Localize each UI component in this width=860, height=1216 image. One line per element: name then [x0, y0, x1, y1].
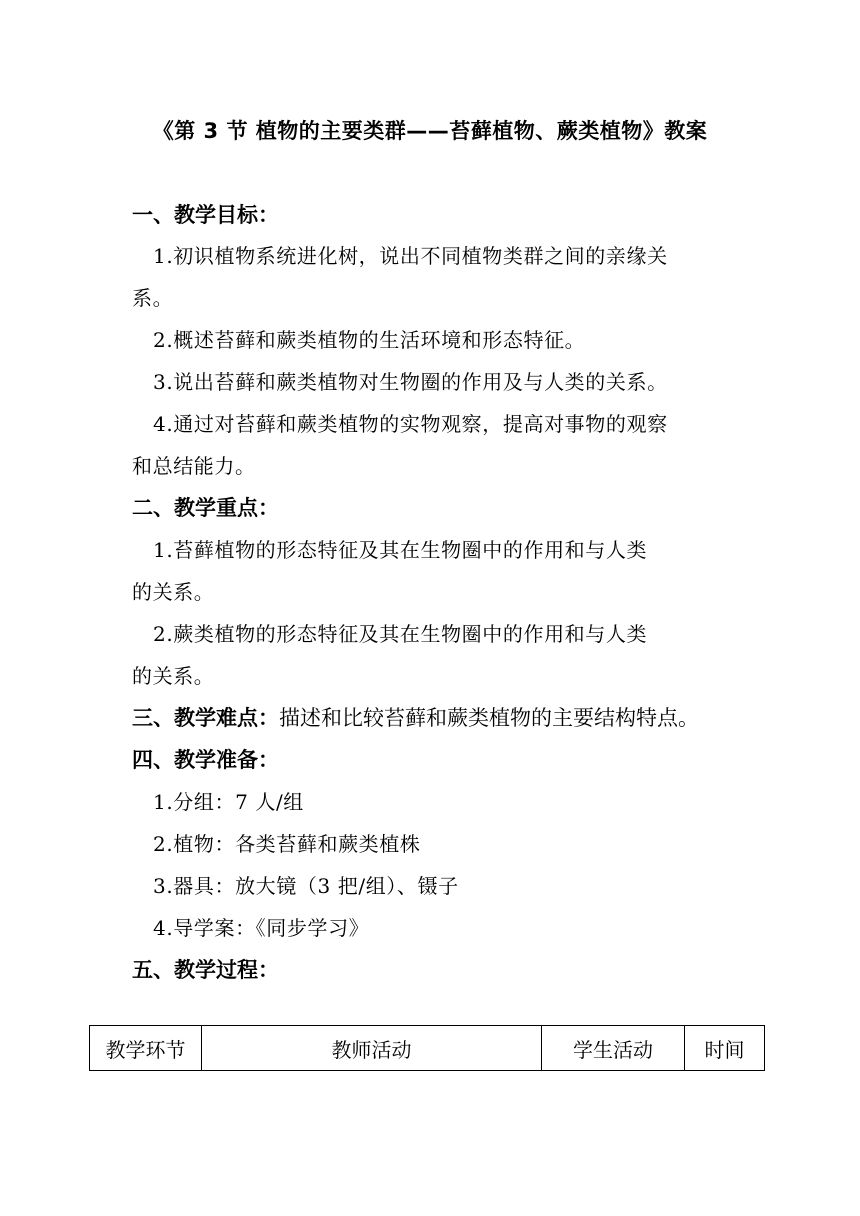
preparation-item: 2.植物：各类苔藓和蕨类植株	[153, 832, 421, 856]
preparation-item: 3.器具：放大镜（3 把/组）、镊子	[153, 874, 459, 898]
objective-item-continuation: 和总结能力。	[132, 454, 256, 478]
preparation-heading: 四、教学准备：	[132, 748, 279, 772]
objective-item: 2.概述苔藓和蕨类植物的生活环境和形态特征。	[153, 328, 586, 352]
objective-item: 4.通过对苔藓和蕨类植物的实物观察，提高对事物的观察	[153, 412, 668, 436]
key-point-item-continuation: 的关系。	[132, 664, 215, 688]
key-point-item: 1.苔藓植物的形态特征及其在生物圈中的作用和与人类	[153, 538, 648, 562]
key-points-heading: 二、教学重点：	[132, 496, 279, 520]
key-point-item-continuation: 的关系。	[132, 580, 215, 604]
table-header-cell: 教学环节	[90, 1026, 202, 1071]
difficulties-heading: 三、教学难点：	[132, 706, 279, 730]
key-point-item: 2.蕨类植物的形态特征及其在生物圈中的作用和与人类	[153, 622, 648, 646]
difficulties-row	[132, 703, 699, 733]
process-heading: 五、教学过程：	[132, 958, 279, 982]
preparation-item: 4.导学案：《同步学习》	[153, 916, 370, 940]
objectives-heading: 一、教学目标：	[132, 203, 279, 227]
table-header-cell: 学生活动	[542, 1026, 685, 1071]
objective-item: 3.说出苔藓和蕨类植物对生物圈的作用及与人类的关系。	[153, 370, 668, 394]
table-header-cell: 教师活动	[202, 1026, 542, 1071]
objective-item-continuation: 系。	[132, 286, 174, 310]
preparation-item: 1.分组：7 人/组	[153, 790, 304, 814]
objective-item: 1.初识植物系统进化树，说出不同植物类群之间的亲缘关	[153, 244, 668, 268]
table-header-row	[90, 1026, 765, 1071]
document-title: 《第 3 节 植物的主要类群——苔藓植物、蕨类植物》教案	[152, 119, 708, 143]
difficulties-text: 描述和比较苔藓和蕨类植物的主要结构特点。	[279, 706, 699, 730]
table-header-cell: 时间	[685, 1026, 765, 1071]
teaching-process-table	[89, 1025, 765, 1071]
